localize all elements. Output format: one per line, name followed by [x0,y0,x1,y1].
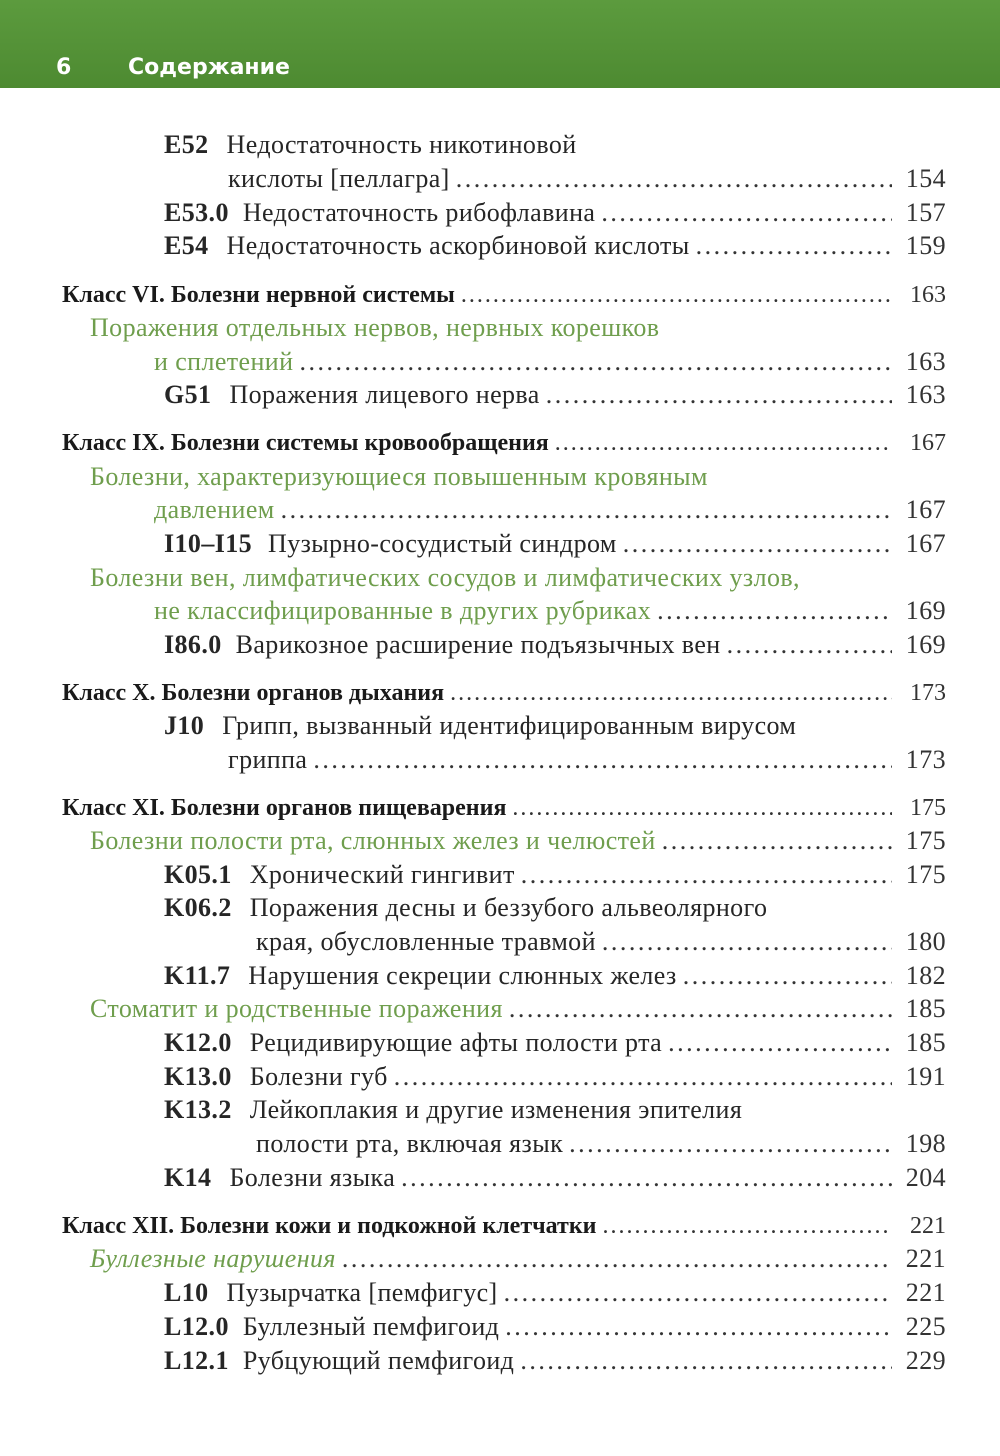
toc-page: 182 [905,961,946,990]
leader-dots [602,1209,892,1243]
toc-page: 198 [905,1129,946,1158]
toc-code: K11.7 [164,961,231,990]
toc-entry[interactable] [164,1093,946,1127]
class-title: Класс XI. Болезни органов пищеварения [62,795,507,821]
toc-page: 173 [905,745,946,774]
toc-text: гриппа [228,745,308,774]
toc-text: Хронический гингивит [249,860,515,889]
toc-entry[interactable] [164,959,946,993]
leader-dots [683,959,892,993]
section-title: не классифицированные в других рубриках [154,596,652,625]
toc-code: E53.0 [164,198,229,227]
leader-dots [512,791,892,825]
toc-code: K14 [164,1163,212,1192]
toc-entry[interactable] [164,128,946,162]
toc-text: Поражения лицевого нерва [229,380,540,409]
toc-text: Болезни губ [249,1062,388,1091]
toc-entry[interactable] [164,858,946,892]
toc-entry[interactable] [164,1026,946,1060]
leader-dots [504,1276,892,1310]
toc-page: 159 [905,231,946,260]
toc-text: Недостаточность никотиновой [226,130,577,159]
section-title: давлением [154,495,275,524]
toc-entry[interactable] [164,378,946,412]
toc-entry-cont[interactable] [256,1127,946,1161]
toc-code: E54 [164,231,209,260]
toc-page: 163 [910,282,946,308]
section-title: и сплетений [154,347,294,376]
toc-page: 167 [905,529,946,558]
toc-text: Рубцующий пемфигоид [242,1346,515,1375]
toc-class-heading[interactable] [62,426,946,460]
toc-section-cont[interactable] [154,594,946,628]
toc-entry[interactable] [164,1060,946,1094]
toc-page: 225 [905,1312,946,1341]
toc-page: 191 [905,1062,946,1091]
toc-section[interactable] [90,311,946,345]
toc-code: E52 [164,130,209,159]
leader-dots [662,824,892,858]
toc-text: края, обусловленные травмой [256,927,596,956]
toc-class-heading[interactable] [62,1209,946,1243]
leader-dots [520,1344,892,1378]
leader-dots [401,1161,892,1195]
toc-page: 163 [905,347,946,376]
toc-section[interactable] [90,460,946,494]
toc-code: L10 [164,1278,209,1307]
toc-entry[interactable] [164,229,946,263]
section-title: Болезни полости рта, слюнных желез и челюстей [90,826,656,855]
toc-page: 173 [910,680,946,706]
toc-entry[interactable] [164,1344,946,1378]
toc-text: Грипп, вызванный идентифицированным вирусом [222,711,797,740]
toc-page: 167 [910,430,946,456]
class-title: Класс IX. Болезни системы кровообращения [62,430,549,456]
toc-entry[interactable] [164,628,946,662]
toc-code: J10 [164,711,205,740]
leader-dots [727,628,892,662]
toc-entry[interactable] [164,1161,946,1195]
toc-code: K05.1 [164,860,232,889]
page-number: 6 [56,55,72,80]
toc-section-cont[interactable] [154,345,946,379]
leader-dots [602,925,892,959]
toc-class-heading[interactable] [62,278,946,312]
leader-dots [668,1026,892,1060]
toc-section-cont[interactable] [154,493,946,527]
toc-text: Варикозное расширение подъязычных вен [235,630,721,659]
toc-code: K13.2 [164,1095,232,1124]
toc-page: 175 [905,826,946,855]
toc-page: 175 [905,860,946,889]
leader-dots [299,345,892,379]
toc-entry[interactable] [164,196,946,230]
section-title: Болезни вен, лимфатических сосудов и лимфатических узлов, [90,563,800,592]
toc-code: I86.0 [164,630,222,659]
toc-code: G51 [164,380,212,409]
toc-entry[interactable] [164,1276,946,1310]
toc-entry[interactable] [164,891,946,925]
toc-page: 167 [905,495,946,524]
leader-dots [456,162,892,196]
toc-page: 175 [910,795,946,821]
toc-text: Пузырчатка [пемфигус] [226,1278,498,1307]
toc-text: Недостаточность рибофлавина [242,198,596,227]
toc-section[interactable] [90,824,946,858]
toc-text: полости рта, включая язык [256,1129,564,1158]
toc-text: Нарушения секреции слюнных желез [248,961,677,990]
toc-text: Пузырно-сосудистый синдром [268,529,617,558]
toc-page: 221 [905,1278,946,1307]
class-title: Класс VI. Болезни нервной системы [62,282,455,308]
leader-dots [569,1127,892,1161]
toc-page: 169 [905,596,946,625]
toc-text: Рецидивирующие афты полости рта [249,1028,663,1057]
toc-page: 163 [905,380,946,409]
toc-code: K12.0 [164,1028,232,1057]
toc-text: Лейкоплакия и другие изменения эпителия [249,1095,743,1124]
toc-text: кислоты [пеллагра] [228,164,450,193]
leader-dots [394,1060,892,1094]
toc-entry-cont[interactable] [228,162,946,196]
toc-page: 169 [905,630,946,659]
toc-code: L12.0 [164,1312,229,1341]
toc-class-heading[interactable] [62,791,946,825]
toc-page: 204 [905,1163,946,1192]
leader-dots [509,992,892,1026]
leader-dots [342,1242,892,1276]
leader-dots [546,378,892,412]
toc-text: Поражения десны и беззубого альвеолярного [249,893,768,922]
toc-page: 154 [905,164,946,193]
toc-section[interactable] [90,992,946,1026]
toc-text: Недостаточность аскорбиновой кислоты [226,231,690,260]
leader-dots [521,858,892,892]
toc-code: K06.2 [164,893,232,922]
toc-page: 157 [905,198,946,227]
leader-dots [505,1310,892,1344]
toc-entry-cont[interactable] [256,925,946,959]
section-title: Стоматит и родственные поражения [90,994,503,1023]
toc-code: I10–I15 [164,529,253,558]
page-header [0,0,1000,88]
toc-page: 221 [905,1244,946,1273]
toc-page: 185 [905,1028,946,1057]
toc-text: Болезни языка [229,1163,396,1192]
leader-dots [696,229,892,263]
toc-class-heading[interactable] [62,676,946,710]
toc-text: Буллезный пемфигоид [242,1312,500,1341]
leader-dots [657,594,892,628]
leader-dots [623,527,892,561]
toc-section[interactable] [90,561,946,595]
section-title: Буллезные нарушения [90,1244,336,1273]
section-title: Болезни, характеризующиеся повышенным кровяным [90,462,708,491]
header-title: Содержание [128,55,290,80]
leader-dots [281,493,892,527]
leader-dots [555,426,892,460]
toc-entry[interactable] [164,527,946,561]
leader-dots [313,743,892,777]
toc-section[interactable] [90,1242,946,1276]
class-title: Класс X. Болезни органов дыхания [62,680,445,706]
section-title: Поражения отдельных нервов, нервных корешков [90,313,660,342]
toc-page: 229 [905,1346,946,1375]
toc-page: 180 [905,927,946,956]
leader-dots [450,676,892,710]
toc-entry[interactable] [164,1310,946,1344]
leader-dots [601,196,892,230]
toc-page: 185 [905,994,946,1023]
toc-code: K13.0 [164,1062,232,1091]
leader-dots [461,278,892,312]
toc-entry[interactable] [164,709,946,743]
toc-entry-cont[interactable] [228,743,946,777]
toc-code: L12.1 [164,1346,229,1375]
toc-page: 221 [910,1213,946,1239]
class-title: Класс XII. Болезни кожи и подкожной клетчатки [62,1213,597,1239]
